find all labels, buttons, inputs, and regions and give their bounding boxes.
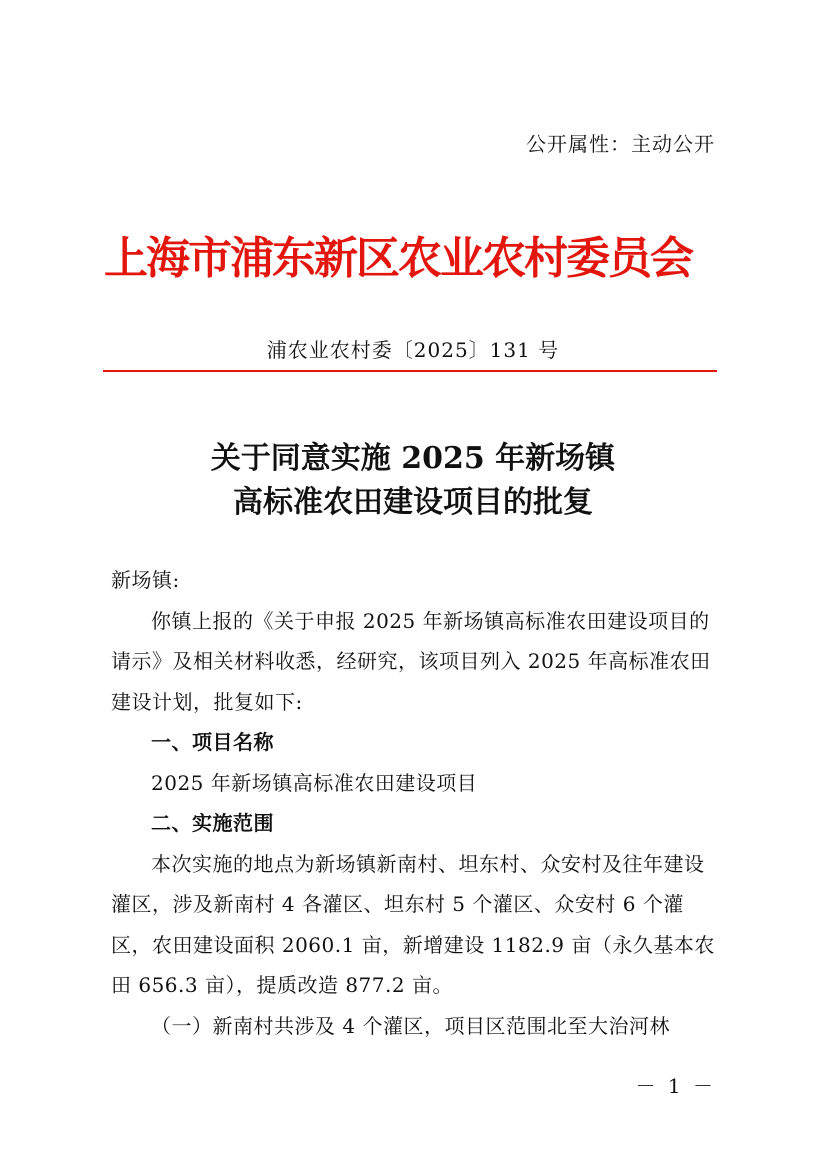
document-number: 浦农业农村委〔2025〕131 号 [266,338,560,362]
page-number: － 1 － [635,1074,716,1098]
paragraph-scope: 本次实施的地点为新场镇新南村、坦东村、众安村及往年建设灌区，涉及新南村 4 各灌区、坦东村 5 个灌区、众安村 6 个灌区，农田建设面积 2060.1 亩，新增建设 1182.9 亩（永久基本农田 656.3 亩），提质改造 877.2 亩。 [111,851,715,997]
paragraph-intro: 你镇上报的《关于申报 2025 年新场镇高标准农田建设项目的请示》及相关材料收悉，经研究，该项目列入 2025 年高标准农田建设计划，批复如下: [111,608,711,714]
title-line-2: 高标准农田建设项目的批复 [233,485,593,520]
disclosure-attribute: 公开属性：主动公开 [526,132,715,156]
document-title [0,437,826,525]
section-heading-project-name: 一、项目名称 [151,730,274,754]
organization-name: 上海市浦东新区农业农村委员会 [104,233,692,284]
section-heading-scope: 二、实施范围 [151,811,274,835]
paragraph-subsection-1: （一）新南村共涉及 4 个灌区，项目区范围北至大治河林 [151,1013,670,1038]
title-line-1: 关于同意实施 2025 年新场镇 [210,441,616,476]
red-divider [103,370,717,372]
project-name: 2025 年新场镇高标准农田建设项目 [151,770,478,795]
addressee: 新场镇: [111,568,180,592]
document-body [111,560,716,1046]
